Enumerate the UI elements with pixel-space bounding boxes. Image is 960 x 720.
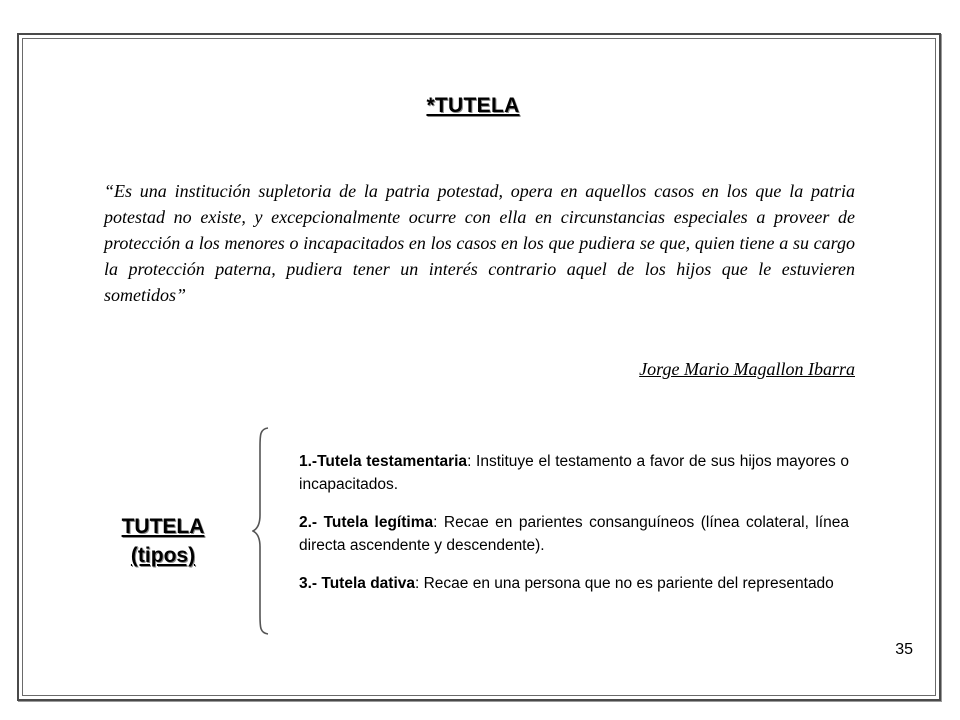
page-number: 35: [895, 641, 913, 658]
slide-title: *TUTELA: [426, 94, 520, 117]
tutela-types-heading-line1: TUTELA: [121, 515, 205, 538]
type-term: 3.- Tutela dativa: [299, 575, 415, 592]
list-item: [299, 450, 849, 496]
definition-quote: “Es una institución supletoria de la patria potestad, opera en aquellos casos en los que la patria potestad no existe, y excepcionalmente ocurre con ella en circunstancias especiales a proveer de protección a los menores o incapacitados en los casos en los que pudiera se que, quien tiene a su cargo la protección paterna, pudiera tener un interés contrario aquel de los hijos que le estuvieren sometidos”: [104, 181, 855, 305]
type-term: 1.-Tutela testamentaria: [299, 453, 468, 470]
tutela-types-heading-line2: (tipos): [130, 544, 196, 567]
list-item: [299, 572, 849, 595]
type-description: : Recae en una persona que no es pariente del representado: [415, 575, 834, 592]
type-description: : Instituye el testamento a favor de sus hijos mayores o incapacitados.: [299, 453, 849, 493]
tutela-types-list: [299, 450, 849, 610]
type-term: 2.- Tutela legítima: [299, 514, 434, 531]
type-description: : Recae en parientes consanguíneos (línea colateral, línea directa ascendente y descendente).: [299, 514, 849, 554]
quote-author: Jorge Mario Magallon Ibarra: [639, 359, 855, 379]
list-item: [299, 511, 849, 557]
left-brace-icon: [252, 425, 274, 637]
tutela-types-heading: [113, 512, 213, 570]
